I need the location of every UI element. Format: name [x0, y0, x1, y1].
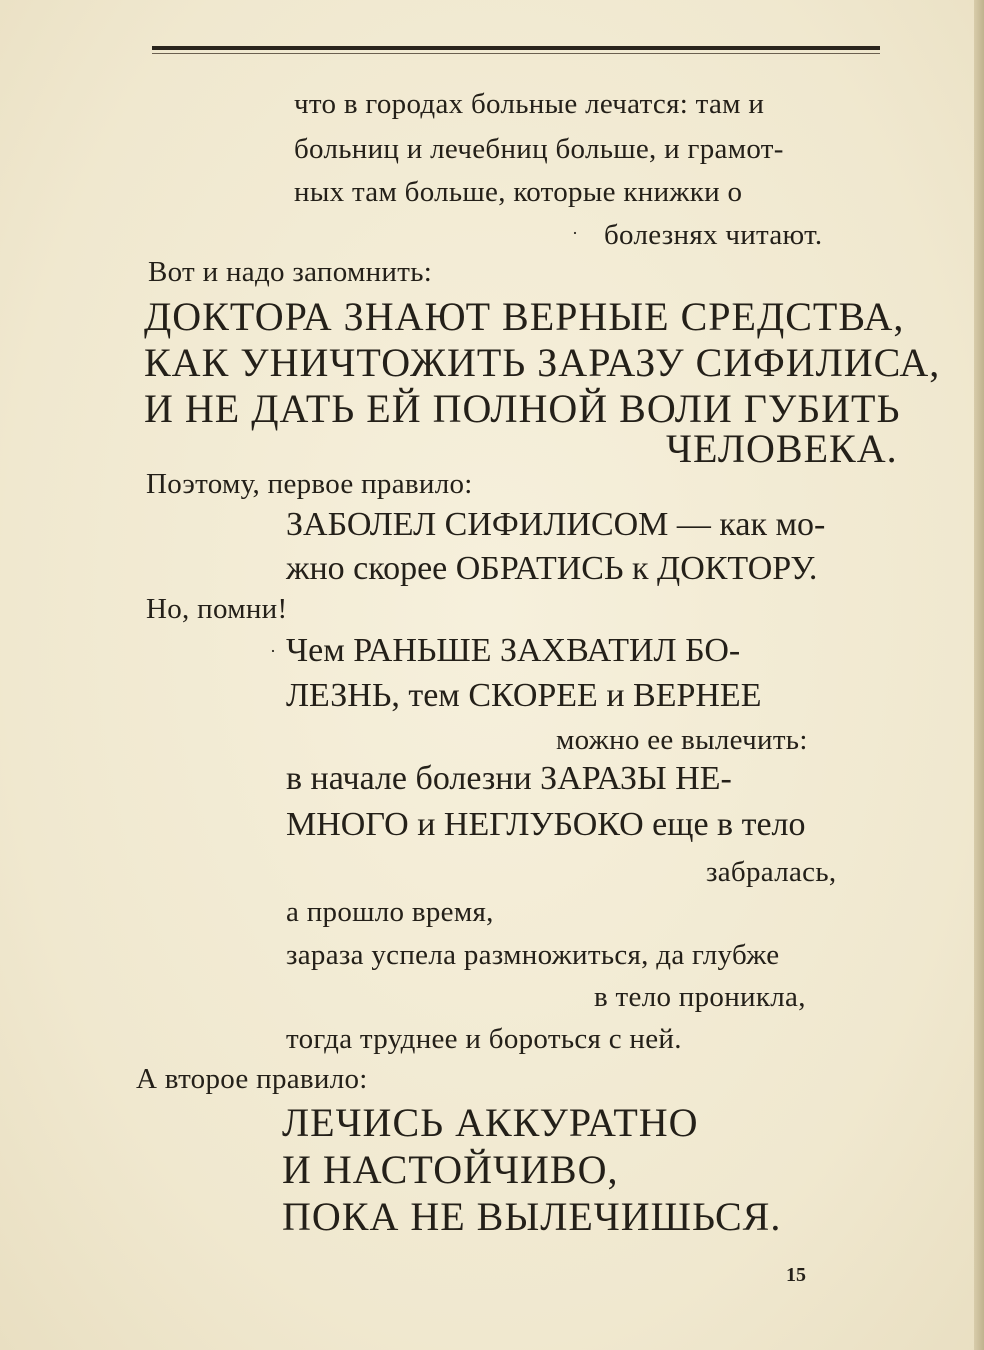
- rule2-line-1: ЛЕЧИСЬ АККУРАТНО: [282, 1100, 699, 1145]
- text-line-5: Вот и надо запомнить:: [148, 256, 433, 288]
- page-edge-shadow: [974, 0, 984, 1350]
- rule1-line-1: ЗАБОЛЕЛ СИФИЛИСОМ — как мо-: [286, 506, 826, 543]
- bullet-mark: ·: [270, 641, 276, 661]
- caps-line-1: ДОКТОРА ЗНАЮТ ВЕРНЫЕ СРЕДСТВА,: [144, 294, 905, 339]
- text-line-3: ных там больше, которые книжки о: [294, 176, 743, 208]
- warning-line-1: Чем РАНЬШЕ ЗАХВАТИЛ БО-: [286, 632, 741, 669]
- text-line-7: Но, помни!: [146, 593, 288, 625]
- warning-line-10: тогда труднее и бороться с ней.: [286, 1023, 682, 1055]
- page-number: 15: [786, 1264, 806, 1286]
- text-line-8: А второе правило:: [136, 1063, 368, 1095]
- header-rule: [152, 46, 880, 50]
- header-rule-thin: [152, 53, 880, 54]
- dot-mark: ·: [572, 223, 578, 243]
- caps-line-4: ЧЕЛОВЕКА.: [666, 426, 898, 471]
- warning-line-3: можно ее вылечить:: [556, 724, 808, 756]
- warning-line-4: в начале болезни ЗАРАЗЫ НЕ-: [286, 760, 732, 797]
- text-line-6: Поэтому, первое правило:: [146, 468, 473, 500]
- rule1-line-2: жно скорее ОБРАТИСЬ к ДОКТОРУ.: [286, 550, 818, 587]
- text-line-4: болезнях читают.: [604, 219, 823, 251]
- caps-line-3: И НЕ ДАТЬ ЕЙ ПОЛНОЙ ВОЛИ ГУБИТЬ: [144, 386, 901, 431]
- text-line-1: что в городах больные лечатся: там и: [294, 88, 765, 120]
- rule2-line-3: ПОКА НЕ ВЫЛЕЧИШЬСЯ.: [282, 1194, 782, 1239]
- rule2-line-2: И НАСТОЙЧИВО,: [282, 1147, 619, 1192]
- warning-line-2: ЛЕЗНЬ, тем СКОРЕЕ и ВЕРНЕЕ: [286, 677, 762, 714]
- warning-line-9: в тело проникла,: [594, 981, 806, 1013]
- warning-line-6: забралась,: [706, 856, 837, 888]
- warning-line-8: зараза успела размножиться, да глубже: [286, 939, 780, 971]
- warning-line-5: МНОГО и НЕГЛУБОКО еще в тело: [286, 806, 806, 843]
- caps-line-2: КАК УНИЧТОЖИТЬ ЗАРАЗУ СИФИЛИСА,: [144, 340, 941, 385]
- warning-line-7: а прошло время,: [286, 896, 494, 928]
- text-line-2: больниц и лечебниц больше, и грамот-: [294, 133, 784, 165]
